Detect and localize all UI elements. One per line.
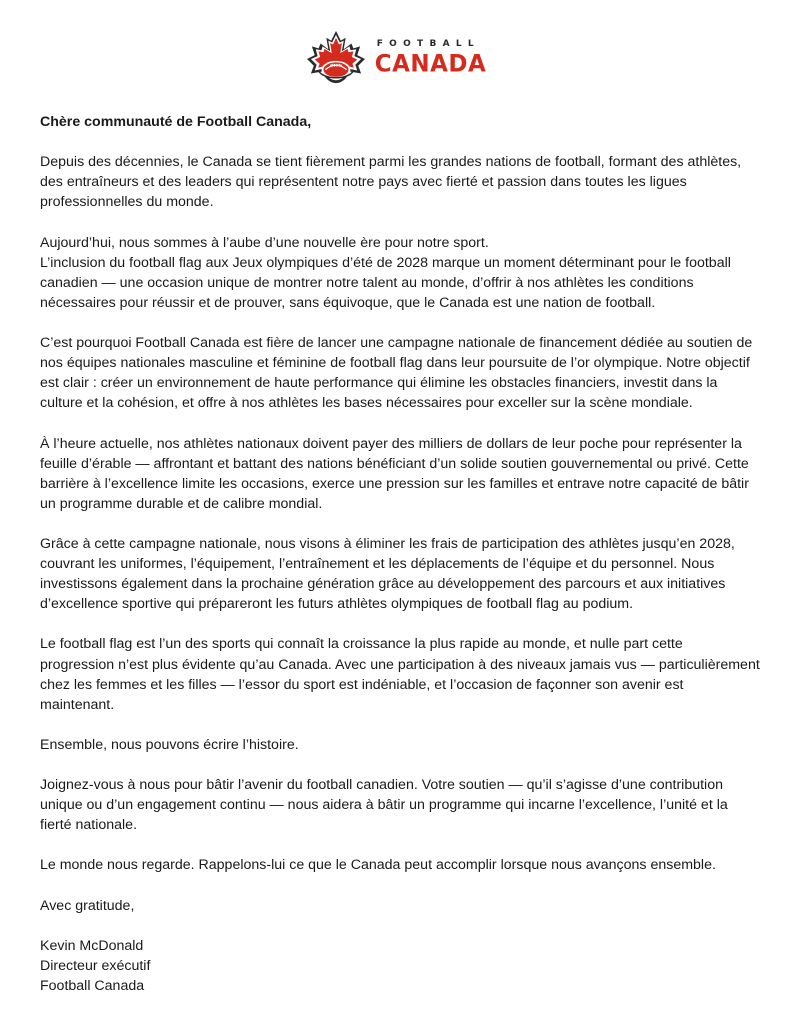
signature-title: Directeur exécutif: [40, 957, 151, 974]
paragraph-history: Ensemble, nous pouvons écrire l’histoire.: [40, 736, 299, 753]
football-canada-logo: [305, 30, 487, 86]
paragraph-olympic-inclusion: L’inclusion du football flag aux Jeux olympiques d’été de 2028 marque un moment déterminant pour le football canadien — une occasion unique de montrer notre talent au monde, d’offrir à nos athlètes les conditions nécessaires pour réussir et de prouver, sans équivoque, que le Canada est une nation de football.: [40, 254, 731, 311]
paragraph-heritage: Depuis des décennies, le Canada se tient fièrement parmi les grandes nations de football, formant des athlètes, des entraîneurs et des leaders qui représentent notre pays avec fierté et passion dans toutes les ligues professionnelles du monde.: [40, 154, 742, 211]
logo-text-canada: CANADA: [374, 50, 487, 78]
signature-organization: Football Canada: [40, 978, 145, 995]
paragraph-growth: Le football flag est l’un des sports qui connaît la croissance la plus rapide au monde, et nulle part cette progression n’est plus évidente qu’au Canada. Avec une participation à des niveaux jamais vus — particulièrement chez les femmes et les filles — l’essor du sport est indéniable, et l’occasion de façonner son avenir est maintenant.: [40, 636, 760, 713]
signature-block: [40, 936, 760, 996]
closing: Avec gratitude,: [40, 897, 135, 914]
paragraph-campaign-goals: Grâce à cette campagne nationale, nous visons à éliminer les frais de participation des athlètes jusqu’en 2028, couvrant les uniformes, l’équipement, l’entraînement et les déplacements de l’équipe et du personnel. Nous investissons également dans la prochaine génération grâce au développement des parcours et aux initiatives d’excellence sportive qui prépareront les futurs athlètes olympiques de football flag au podium.: [40, 535, 735, 613]
signature-name: Kevin McDonald: [40, 937, 144, 954]
paragraph-current-barrier: À l’heure actuelle, nos athlètes nationaux doivent payer des milliers de dollars de leur poche pour représenter la feuille d’érable — affrontant et battant des nations bénéficiant d’un solide soutien gouvernemental ou privé. Cette barrière à l’excellence limite les occasions, exerce une pression sur les familles et entrave notre capacité de bâtir un programme durable et de calibre mondial.: [40, 435, 749, 512]
salutation: Chère communauté de Football Canada,: [40, 114, 312, 130]
paragraph-new-era: Aujourd’hui, nous sommes à l’aube d’une nouvelle ère pour notre sport.: [40, 234, 489, 251]
letterhead: [0, 28, 791, 88]
letter-body: [40, 112, 760, 996]
logo-wordmark: [375, 40, 487, 76]
maple-leaf-football-icon: [305, 30, 367, 86]
paragraph-world-watching: Le monde nous regarde. Rappelons-lui ce que le Canada peut accomplir lorsque nous avançons ensemble.: [40, 857, 716, 874]
paragraph-call-to-action: Joignez-vous à nous pour bâtir l’avenir du football canadien. Votre soutien — qu’il s’agisse d’une contribution unique ou d’un engagement continu — nous aidera à bâtir un programme qui incarne l’excellence, l’unité et la fierté nationale.: [40, 777, 728, 834]
paragraph-campaign: C’est pourquoi Football Canada est fière de lancer une campagne nationale de financement dédiée au soutien de nos équipes nationales masculine et féminine de football flag dans leur poursuite de l’or olympique. Notre objectif est clair : créer un environnement de haute performance qui élimine les obstacles financiers, investit dans la culture et la cohésion, et offre à nos athlètes les bases nécessaires pour exceller sur la scène mondiale.: [40, 335, 753, 412]
logo-text-football: FOOTBALL: [376, 39, 480, 49]
